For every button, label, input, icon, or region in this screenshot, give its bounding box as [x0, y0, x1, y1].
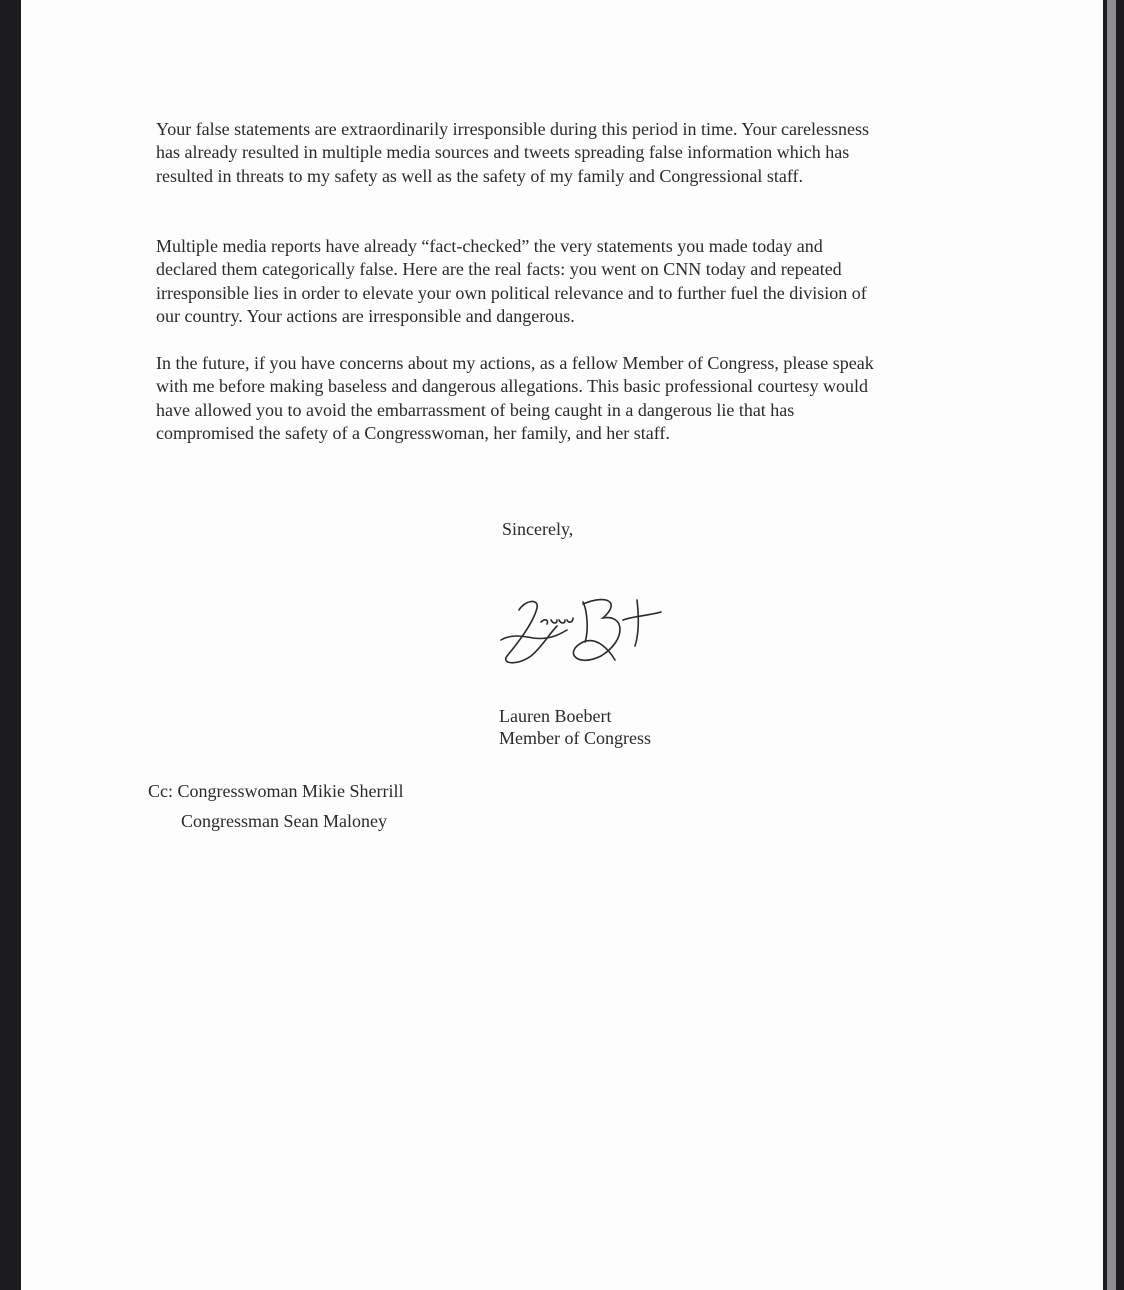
cc-block [148, 777, 403, 836]
closing: Sincerely, [502, 519, 574, 539]
cc-line-2: Congressman Sean Maloney [181, 810, 387, 831]
viewer-left-edge [0, 0, 21, 1290]
scrollbar[interactable] [1107, 0, 1116, 1290]
paragraph-2: Multiple media reports have already “fact-checked” the very statements you made today and declared them categorically false. Here are the real facts: you went on CNN today and repeated irresponsible lies in order to elevate your own political relevance and to further fuel the division of our country. Your actions are irresponsible and dangerous. [156, 236, 867, 326]
document-page [21, 0, 1103, 1290]
cc-line-1: Cc: Congresswoman Mikie Sherrill [148, 781, 404, 801]
signature-icon [497, 590, 667, 670]
viewer-right-edge [1116, 0, 1124, 1290]
paragraph-1: Your false statements are extraordinarily irresponsible during this period in time. Your carelessness has already resulted in multiple media sources and tweets spreading false information which has resulted in threats to my safety as well as the safety of my family and Congressional staff. [156, 119, 870, 186]
signature-block [499, 706, 651, 749]
signer-title: Member of Congress [499, 727, 651, 748]
paragraph-3: In the future, if you have concerns about my actions, as a fellow Member of Congress, please speak with me before making baseless and dangerous allegations. This basic professional courtesy would have allowed you to avoid the embarrassment of being caught in a dangerous lie that has compromised the safety of a Congresswoman, her family, and her staff. [156, 353, 874, 443]
signer-name: Lauren Boebert [499, 706, 612, 726]
